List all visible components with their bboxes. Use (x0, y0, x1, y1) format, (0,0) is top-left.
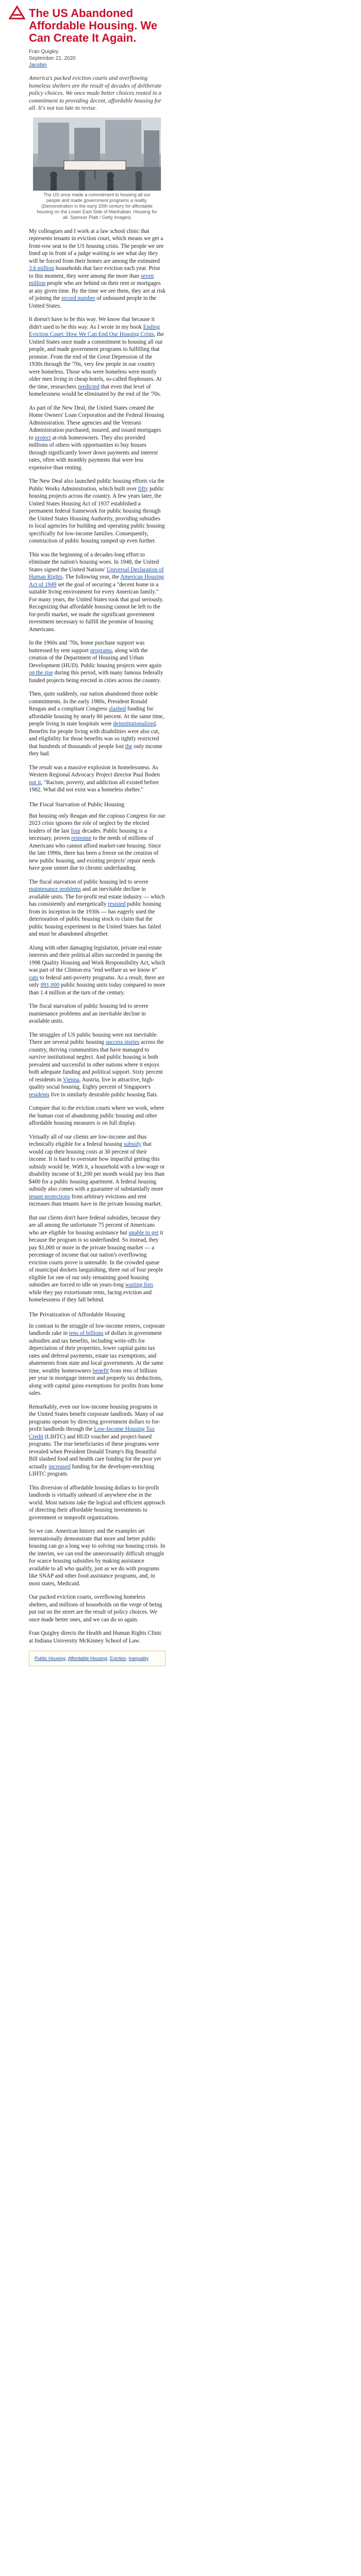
inline-link[interactable]: Universal Declaration of Human Rights (29, 566, 164, 580)
tag-separator: , (107, 1656, 110, 1661)
inline-link[interactable]: seven million (29, 273, 154, 286)
body-paragraph (29, 1528, 166, 1587)
tag-link[interactable]: Eviction (109, 1656, 126, 1661)
paragraph-text: to the needs of millions of Americans who cannot afford market-rate housing. Since the late 1990s, there has been a freeze on the creation of new public housing, and existing projects' repair needs have gone unmet due to chronic underfunding. (29, 835, 161, 871)
body-paragraph (29, 1031, 166, 1099)
paragraph-text: from arbitrary evictions and rent increases than tenants have in the private housing market. (29, 1193, 162, 1207)
photo-illustration (33, 117, 161, 191)
paragraph-text: Compare that to the eviction courts where we work, where the human cost of abandoning public housing and other affordable housing measures is on full display. (29, 1105, 165, 1126)
paragraph-text: . Benefits for people living with disabilities were also cut, and eligibility for those benefits was so tightly restricted that hundreds of thousands of people lost (29, 721, 160, 750)
inline-link[interactable]: resisted (108, 901, 126, 907)
section-heading: The Fiscal Starvation of Public Housing (29, 801, 124, 808)
inline-link[interactable]: Vienna (62, 1076, 79, 1083)
inline-link[interactable]: response (71, 835, 92, 841)
paragraph-text: (LIHTC) and HUD voucher and project-based programs. The true beneficiaries of these programs were revealed when President Donald Trump's Big Beautiful Bill slashed food and health care funding for the poor yet actually (29, 1433, 161, 1470)
paragraph-text: The fiscal starvation of public housing led to severe (29, 878, 149, 885)
paragraph-text: My colleagues and I work at a law school clinic that represents tenants in eviction court, which means we get a front-row seat to the US housing crisis. The people we see lined up in front of a judge waiting to see what day they will be forced from their homes are among the estimated (29, 228, 164, 264)
article-tags (29, 1651, 166, 1666)
body-paragraph (29, 639, 166, 684)
author-name: Fran Quigley (29, 49, 59, 55)
inline-link[interactable]: Low-Income Housing Tax Credit (29, 1426, 155, 1440)
article-headline: The US Abandoned Affordable Housing. We Can Create It Again. (29, 7, 157, 44)
paragraph-text: As part of the New Deal, the United States created the Home Owners' Loan Corporation and the Federal Housing Administration. These agencies and the Veterans Administration purchased, insured, and issued mortgages to (29, 404, 165, 441)
paragraph-text: that would cap their housing costs at 30 percent of their income. It is hard to overstate how impactful getting this subsidy would be. With it, a household with a low-wage or disability income of $1,200 per month would pay less than $400 for a public housing apartment. A federal housing subsidy also comes with a guarantee of substantially more (29, 1141, 165, 1192)
inline-link[interactable]: residents (29, 1091, 50, 1098)
body-paragraph (29, 878, 166, 938)
body-paragraph (29, 1214, 166, 1304)
paragraph-text: funding for the developer-enriching LIHTC program. (29, 1463, 155, 1477)
inline-link[interactable]: fifty (138, 485, 149, 492)
inline-link[interactable]: 891,000 (40, 982, 60, 988)
paragraph-text: In the 1960s and '70s, home purchase support was buttressed by rent support (29, 640, 145, 654)
paragraph-text: The fiscal starvation of public housing led to severe maintenance problems and an inevitable decline in available units. (29, 1003, 149, 1024)
article-lede: America's packed eviction courts and overflowing homeless shelters are the result of decades of deliberate policy choices. We once made better choices rooted in a commitment to providing decent, affordable housing for all. It's not too late to revise. (29, 75, 162, 111)
paragraph-text: to federal anti-poverty programs. As a result, there are only (29, 974, 165, 988)
paragraph-text: Virtually all of our clients are low-income and thus technically eligible for a federal housing (29, 1133, 147, 1147)
paragraph-text: set the goal of securing a "decent home in a suitable living environment for every American family." For many years, the United States took that goal seriously. Recognizing that affordable housing cannot be left to the for-profit market, we made the significant government investment necessary to fulfill the promise of housing Americans. (29, 581, 164, 633)
inline-link[interactable]: cuts (29, 974, 39, 981)
paragraph-text: at-risk homeowners. They also provided millions of others with opportunities to buy houses through significantly lower down payments and interest rates, often with monthly payments that were less expensive than renting. (29, 434, 158, 471)
inline-link[interactable]: on the rise (29, 670, 53, 676)
paragraph-text: public housing from its inception in the 1930s — has eagerly used the deterioration of public housing stock to claim that the public housing experiment in the United States has failed and must be abandoned altogether. (29, 901, 161, 937)
paragraph-text: Our packed eviction courts, overflowing homeless shelters, and millions of households on the verge of being put out on the street are the result of policy choices. We once made better ones, and we can do so again. (29, 1594, 162, 1623)
paragraph-text: across the country, thriving communities that have managed to survive institutional neglect. And public housing is both prevalent and successful in other nations where it enjoys both adequate funding and political support. Sixty percent of residents in (29, 1039, 164, 1083)
body-paragraph (29, 1003, 166, 1025)
inline-link[interactable]: increased (48, 1463, 71, 1470)
inline-link[interactable]: predicted (78, 383, 100, 390)
inline-link[interactable]: American Housing Act of 1949 (29, 574, 164, 588)
body-paragraph (29, 764, 166, 794)
body-paragraph (29, 812, 166, 872)
body-paragraph (29, 690, 166, 758)
inline-link[interactable]: benefit (92, 1367, 109, 1374)
paragraph-text: of unhoused people in the United States. (29, 295, 157, 309)
paragraph-text: , the United States once made a commitment to housing all our people, and made government programs to fulfilling that promise. From the end of the Great Depression of the 1930s through the '70s, very few people in our country were homeless. Those who were homeless were mostly older men living in cheap hotels, so-called flophouses. At the time, researchers (29, 331, 164, 390)
inline-link[interactable]: deinstitutionalized (113, 721, 156, 727)
paragraph-text: So we can. American history and the examples set internationally demonstrate that more and better public housing can go a long way to solving our housing crisis. In the interim, we can end the unnecessarily difficult struggle for scarce housing subsidies by making assistance available to all who qualify, just as we do with programs like SNAP and other food assistance programs, and, in most states, Medicaid. (29, 1528, 166, 1587)
paragraph-text: people who are behind on their rent or mortgages at any given time. By the time we see them, they are at risk of joining the (29, 280, 166, 301)
paragraph-text: public housing units today compared to more than 1.4 million at the turn of the century. (29, 982, 166, 996)
paragraph-text: households that face eviction each year. Prior to this moment, they were among the more than (29, 265, 160, 279)
article-column (29, 7, 166, 1666)
inline-link[interactable]: put it (29, 779, 41, 786)
paragraph-text: , "Racism, poverty, and addiction all existed before 1982. What did not exist was a homeless shelter." (29, 779, 159, 793)
paragraph-text: Along with other damaging legislation, private real estate interests and their political allies succeeded in passing the 1998 Quality Housing and Work Responsibility Act, which was part of the Clinton-era "end welfare as we know it" (29, 944, 166, 973)
inline-link[interactable]: record number (61, 295, 95, 301)
paragraph-text: , along with the creation of the Department of Housing and Urban Development (HUD). Public housing projects were again (29, 647, 161, 669)
outlet-logo[interactable] (8, 5, 26, 21)
inline-link[interactable]: waiting lists (125, 1282, 154, 1288)
lead-photo-image (33, 117, 161, 191)
body-paragraph (29, 1403, 166, 1478)
body-paragraph (29, 944, 166, 997)
lead-photo-caption: The US once made a commitment to housing all our people and made government programs a reality. (Demonstration in the early 20th century for affordable housing on the Lower East Side of Manhattan. Housing for all. Spencer Platt / Getty Images) (37, 192, 157, 220)
body-paragraph (29, 316, 166, 398)
paragraph-text: funding for affordable housing by nearly 80 percent. At the same time, people living in state hospitals were (29, 706, 165, 727)
inline-link[interactable]: 3.6 million (29, 265, 55, 272)
inline-link[interactable]: maintenance problems (29, 886, 81, 892)
inline-link[interactable]: tens of billions (69, 1330, 104, 1336)
paragraph-text: The New Deal also launched public housing efforts via the Public Works Administration, which built over (29, 478, 165, 492)
body-paragraph (29, 551, 166, 634)
article-body (29, 228, 166, 1624)
tag-separator: , (126, 1656, 129, 1661)
tag-separator: , (65, 1656, 68, 1661)
publish-date: September 21, 2020 (29, 56, 76, 61)
paragraph-text: it because the program is so underfunded. So instead, they pay $1,000 or more in the private housing market — a percentage of income that our nation's overflowing eviction courts prove is untenable. In the crowded queue of municipal dockets languishing, three out of four people eligible for one of our only remaining good housing subsidies are forced to idle on years-long (29, 1229, 163, 1288)
body-paragraph (29, 228, 166, 310)
inline-link[interactable]: tenant protections (29, 1193, 70, 1200)
paragraph-text: But housing only Reagan and the copious Congress for our 2023 crisis ignores the role of neglect by the elected leaders of the last (29, 812, 166, 834)
paragraph-text: that even that level of homelessness would be eliminated by the end of the '70s. (29, 383, 161, 397)
paragraph-text: The struggles of US public housing were not inevitable. There are several public housing (29, 1031, 158, 1045)
paragraph-text: . The following year, the (62, 574, 121, 580)
paragraph-text: of dollars in government subsidies and tax benefits, including write-offs for depreciation of their properties, lower capital gains tax rates and deferral payments, estate tax exemptions, and abatements from state and local governments. At the same time, wealthy homeowners (29, 1330, 163, 1374)
paragraph-text: during this period, with many famous federally funded projects being erected in cities across the country. (29, 670, 163, 684)
paragraph-text: decades. Public housing is a necessary, proven (29, 827, 147, 841)
paragraph-text: while they pay extortionate rents, facing eviction and homelessness if they fall behind. (29, 1289, 152, 1303)
paragraph-text: The result was a massive explosion in homelessness. As Western Regional Advocacy Project director Paul Boden (29, 764, 160, 778)
paragraph-text: from tens of billions per year in mortgage interest and property tax deductions, along with capital gains exemptions for profits from home sales. (29, 1367, 163, 1396)
paragraph-text: only income they had. (29, 743, 162, 757)
paragraph-text: It doesn't have to be this way. We know that because it didn't used to be this way. As I wrote in my book (29, 316, 155, 330)
paragraph-text: and an inevitable decline in available units. The for-profit real estate industry — which has consistently and energetically (29, 886, 165, 907)
paragraph-text: This was the beginning of a decades-long effort to eliminate the nation's housing woes. In 1948, the United States signed the United Nations' (29, 551, 159, 573)
tag-link[interactable]: Affordable Housing (68, 1656, 107, 1661)
paragraph-text: This diversion of affordable housing dollars to for-profit landlords is virtually unheard of anywhere else in the world. Most nations take the logical and efficient approach of directing their affordable housing investments to government or nonprofit organizations. (29, 1484, 165, 1521)
body-paragraph (29, 478, 166, 545)
inline-link[interactable]: Ending Eviction Court: How We Can End Our Housing Crisis (29, 324, 160, 337)
body-paragraph (29, 1323, 166, 1397)
paragraph-text: Then, quite suddenly, our nation abandoned those noble commitments. In the early 1980s, President Ronald Reagan and a compliant Congress (29, 691, 158, 712)
paragraph-text: But our clients don't have federal subsidies, because they are all among the unfortunate 75 percent of Americans who are eligible for housing assistance but (29, 1214, 161, 1236)
paragraph-text: , Austria, live in attractive, high-quality social housing. Eighty percent of Singapore's (29, 1076, 155, 1090)
inline-link[interactable]: programs (90, 647, 112, 654)
inline-link[interactable]: subsidy (123, 1141, 142, 1147)
inline-link[interactable]: slashed (109, 706, 126, 712)
inline-link[interactable]: unable to get (128, 1229, 159, 1236)
section-heading: The Privatization of Affordable Housing (29, 1311, 125, 1318)
inline-link[interactable]: four (71, 827, 81, 834)
tag-link[interactable]: Public Housing (35, 1656, 66, 1661)
paragraph-text: Remarkably, even our low-income housing programs in the United States benefit corporate landlords. Many of our programs operate by directing government dollars to for-profit landlords through the (29, 1403, 164, 1432)
body-paragraph (29, 1594, 166, 1623)
body-paragraph (29, 1133, 166, 1208)
paragraph-text: live in similarly desirable public housing flats. (49, 1091, 158, 1098)
paragraph-text: public housing projects across the country. A few years later, the United States Housing Act of 1937 established a permanent federal framework for public housing through the United States Housing Authority, providing subsidies to local agencies for building and operating public housing specifically for low-income families. Consequently, construction of public housing ramped up even further. (29, 485, 165, 544)
byline (29, 48, 166, 69)
body-paragraph (29, 404, 166, 472)
inline-link[interactable]: success stories (105, 1039, 140, 1045)
inline-link[interactable]: protect (35, 434, 51, 441)
body-paragraph (29, 1484, 166, 1522)
lead-photo (33, 117, 161, 221)
paragraph-text: In contrast to the struggle of low-income renters, corporate landlords rake in (29, 1323, 165, 1336)
outlet-link[interactable]: Jacobin (29, 62, 47, 68)
body-paragraph (29, 1105, 166, 1127)
author-bio: Fran Quigley directs the Health and Human Rights Clinic at Indiana University McKinney School of Law. (29, 1630, 162, 1644)
tag-link[interactable]: Inequality (128, 1656, 149, 1661)
inline-link[interactable]: the (125, 743, 133, 750)
